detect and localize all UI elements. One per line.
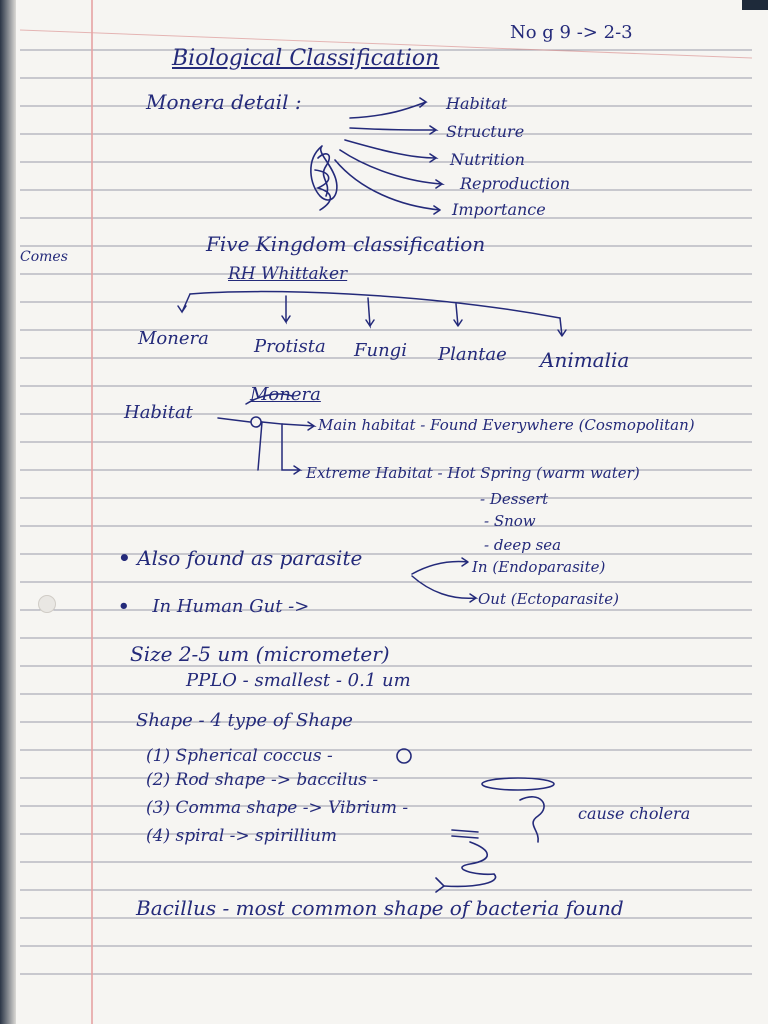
shape-num-4: 4 bbox=[152, 826, 164, 846]
extreme-example-deepsea: - deep sea bbox=[484, 536, 562, 554]
kingdom-fungi: Fungi bbox=[354, 340, 407, 361]
pplo-line: PPLO - smallest - 0.1 um bbox=[186, 670, 411, 691]
size-line: Size 2-5 um (micrometer) bbox=[130, 642, 390, 666]
kingdom-plantae: Plantae bbox=[438, 344, 507, 365]
extreme-example-snow: - Snow bbox=[484, 512, 536, 530]
cholera-note: cause cholera bbox=[578, 804, 691, 823]
five-kingdom-author: RH Whittaker bbox=[228, 264, 348, 284]
aspect-structure: Structure bbox=[446, 122, 525, 141]
page-title: Biological Classification bbox=[172, 46, 440, 71]
shape-text-3: Comma shape -> Vibrium - bbox=[175, 798, 409, 818]
parasite-endo: In (Endoparasite) bbox=[472, 558, 606, 576]
habitat-label: Habitat bbox=[124, 402, 193, 423]
human-gut-text: In Human Gut -> bbox=[152, 596, 310, 617]
aspect-importance: Importance bbox=[452, 200, 546, 219]
shape-type-3: (3) Comma shape -> Vibrium - bbox=[146, 798, 409, 818]
monera-detail-heading: Monera detail : bbox=[146, 90, 302, 114]
shape-text-2: Rod shape -> baccilus - bbox=[175, 770, 379, 790]
extreme-example-desert: - Dessert bbox=[480, 490, 549, 508]
shape-type-4: (4) spiral -> spirillium bbox=[146, 826, 338, 846]
page-number: No g 9 -> 2-3 bbox=[510, 22, 633, 43]
shape-num-1: 1 bbox=[152, 746, 164, 766]
shape-text-1: Spherical coccus - bbox=[175, 746, 333, 766]
human-gut: • In Human Gut -> bbox=[118, 596, 310, 617]
aspect-nutrition: Nutrition bbox=[450, 150, 525, 169]
aspect-reproduction: Reproduction bbox=[460, 174, 571, 193]
footer-note: Bacillus - most common shape of bacteria found bbox=[136, 896, 624, 920]
five-kingdom-heading: Five Kingdom classification bbox=[206, 232, 486, 256]
also-found-parasite: • Also found as parasite bbox=[118, 546, 363, 570]
shape-num-2: 2 bbox=[152, 770, 164, 790]
kingdom-monera: Monera bbox=[138, 328, 209, 349]
also-found-text: Also found as parasite bbox=[137, 546, 363, 570]
shape-type-2: (2) Rod shape -> baccilus - bbox=[146, 770, 379, 790]
margin-note: Comes bbox=[20, 249, 68, 265]
kingdom-protista: Protista bbox=[254, 336, 326, 357]
aspect-habitat: Habitat bbox=[446, 94, 508, 113]
shape-heading: Shape - 4 type of Shape bbox=[136, 710, 353, 731]
shape-num-3: 3 bbox=[152, 798, 164, 818]
extreme-habitat: Extreme Habitat - Hot Spring (warm water) bbox=[306, 464, 640, 482]
main-habitat: Main habitat - Found Everywhere (Cosmopolitan) bbox=[318, 416, 695, 434]
monera-heading: Monera bbox=[250, 384, 321, 405]
shape-text-4: spiral -> spirillium bbox=[175, 826, 338, 846]
shape-type-1: (1) Spherical coccus - bbox=[146, 746, 333, 766]
kingdom-animalia: Animalia bbox=[540, 348, 630, 372]
parasite-ecto: Out (Ectoparasite) bbox=[478, 590, 619, 608]
